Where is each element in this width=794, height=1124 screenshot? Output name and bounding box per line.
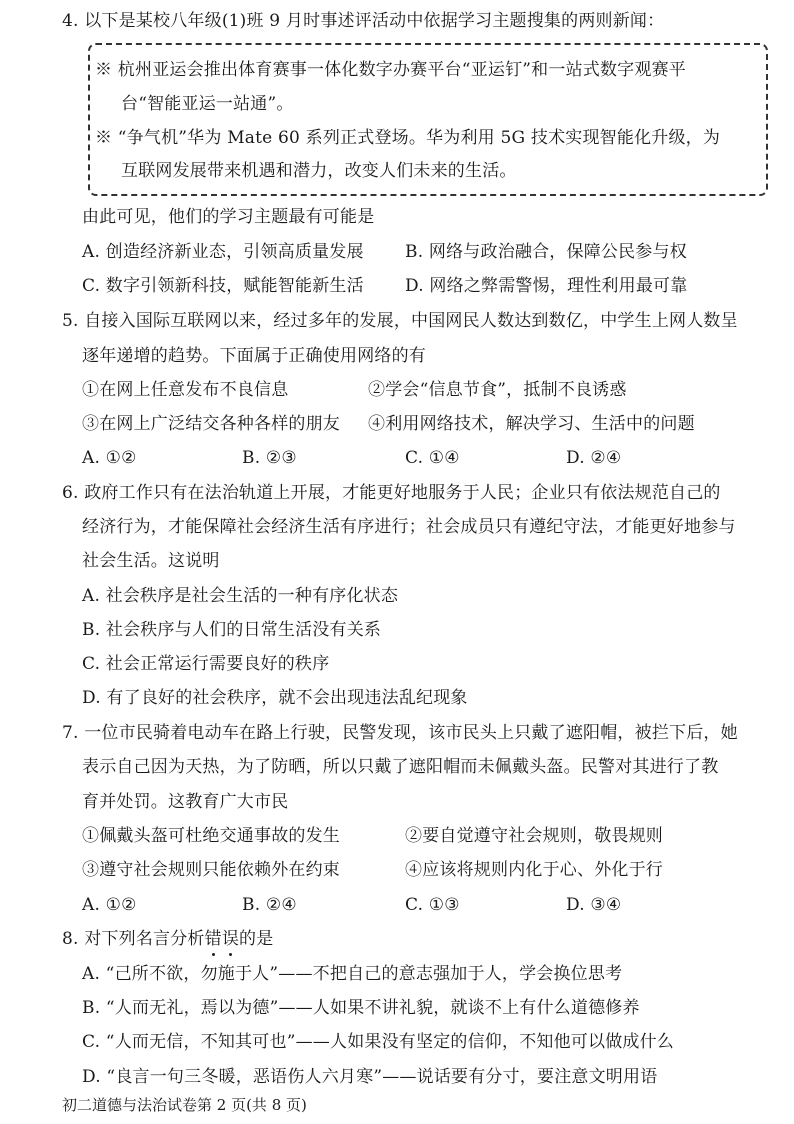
q6-option-b: B. 社会秩序与人们的日常生活没有关系 [82,620,382,640]
emphasis-dot [229,953,232,956]
q7-option-d: D. ③④ [566,895,622,915]
q8-stem-prefix: 8. 对下列名言分析 [62,929,205,949]
q8-stem-suffix: 的是 [239,929,274,949]
q8-stem [62,927,273,951]
q8-option-b: B. “人而无礼，焉以为德”——人如果不讲礼貌，就谈不上有什么道德修养 [82,998,640,1018]
q6-option-d: D. 有了良好的社会秩序，就不会出现违法乱纪现象 [82,688,468,708]
q6-option-c: C. 社会正常运行需要良好的秩序 [82,654,330,674]
q5-stem-line2: 逐年递增的趋势。下面属于正确使用网络的有 [82,346,426,366]
q5-item-3: ③在网上广泛结交各种各样的朋友 [82,414,340,434]
q4-news1-line2: 台“智能亚运一站通”。 [121,94,294,114]
q7-stem-line1: 7. 一位市民骑着电动车在路上行驶，民警发现，该市民头上只戴了遮阳帽，被拦下后，她 [62,723,738,743]
q5-option-d: D. ②④ [566,448,622,468]
q4-question: 由此可见，他们的学习主题最有可能是 [82,207,375,227]
q6-option-a: A. 社会秩序是社会生活的一种有序化状态 [82,586,399,606]
q5-item-1: ①在网上任意发布不良信息 [82,380,289,400]
q4-stem: 4. 以下是某校八年级(1)班 9 月时事述评活动中依据学习主题搜集的两则新闻： [62,11,665,31]
q5-option-c: C. ①④ [405,448,460,468]
q4-news2-line2: 互联网发展带来机遇和潜力，改变人们未来的生活。 [121,161,517,181]
q4-news2-line1: ※ “争气机”华为 Mate 60 系列正式登场。华为利用 5G 技术实现智能化升级，为 [95,128,721,148]
q5-item-2: ②学会“信息节食”，抵制不良诱惑 [368,380,627,400]
emphasis-dot [212,953,215,956]
q5-option-a: A. ①② [82,448,137,468]
q4-option-d: D. 网络之弊需警惕，理性利用最可靠 [405,276,688,296]
q7-item-2: ②要自觉遵守社会规则，敬畏规则 [405,826,663,846]
q7-stem-line2: 表示自己因为天热，为了防晒，所以只戴了遮阳帽而未佩戴头盔。民警对其进行了教 [82,757,719,777]
q5-stem-line1: 5. 自接入国际互联网以来，经过多年的发展，中国网民人数达到数亿，中学生上网人数呈 [62,311,738,331]
q8-option-a: A. “己所不欲，勿施于人”——不把自己的意志强加于人，学会换位思考 [82,964,623,984]
q6-stem-line1: 6. 政府工作只有在法治轨道上开展，才能更好地服务于人民；企业只有依法规范自己的 [62,483,721,503]
q7-item-1: ①佩戴头盔可杜绝交通事故的发生 [82,826,340,846]
q6-stem-line3: 社会生活。这说明 [82,551,220,571]
q4-news1-line1: ※ 杭州亚运会推出体育赛事一体化数字办赛平台“亚运钉”和一站式数字观赛平 [95,60,686,80]
q7-option-c: C. ①③ [405,895,460,915]
q8-option-c: C. “人而无信，不知其可也”——人如果没有坚定的信仰，不知他可以做成什么 [82,1032,674,1052]
q7-option-a: A. ①② [82,895,137,915]
q5-option-b: B. ②③ [242,448,297,468]
q8-emphasis-char-1: 错 [205,929,222,949]
q7-item-4: ④应该将规则内化于心、外化于行 [405,860,663,880]
q7-option-b: B. ②④ [242,895,297,915]
q4-option-c: C. 数字引领新科技，赋能智能新生活 [82,276,364,296]
q8-emphasis-char-2: 误 [222,929,239,949]
q8-option-d: D. “良言一句三冬暖，恶语伤人六月寒”——说话要有分寸，要注意文明用语 [82,1067,658,1087]
q4-option-a: A. 创造经济新业态，引领高质量发展 [82,242,364,262]
q4-option-b: B. 网络与政治融合，保障公民参与权 [405,242,687,262]
q6-stem-line2: 经济行为，才能保障社会经济生活有序进行；社会成员只有遵纪守法，才能更好地参与 [82,517,736,537]
q5-item-4: ④利用网络技术，解决学习、生活中的问题 [368,414,695,434]
page-footer: 初二道德与法治试卷第 2 页(共 8 页) [62,1096,307,1114]
q7-item-3: ③遵守社会规则只能依赖外在约束 [82,860,340,880]
q7-stem-line3: 育并处罚。这教育广大市民 [82,792,289,812]
